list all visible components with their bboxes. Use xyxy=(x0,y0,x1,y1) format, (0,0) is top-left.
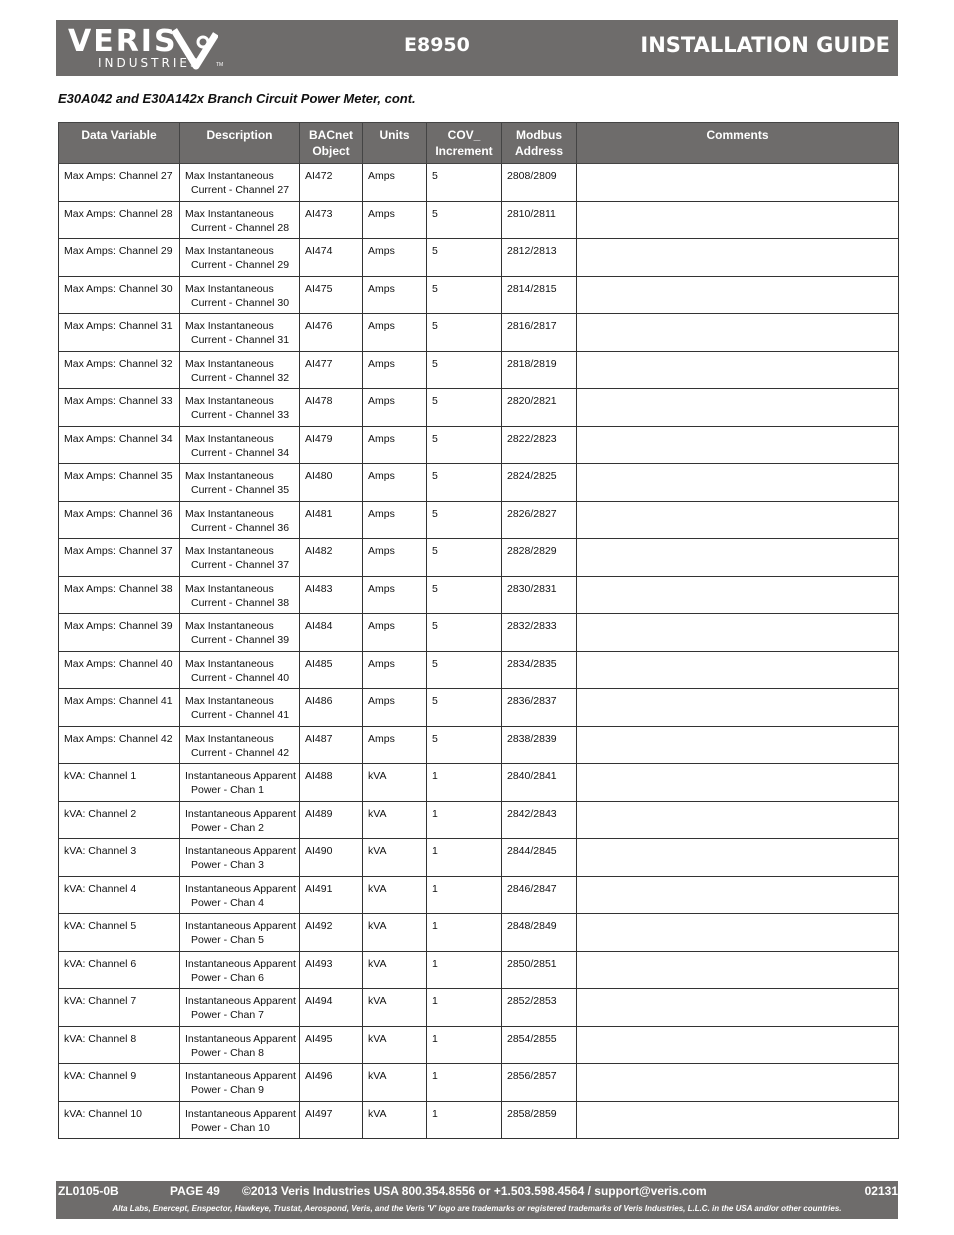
description-line-1: Max Instantaneous xyxy=(185,695,274,707)
cell-description xyxy=(180,989,300,1027)
cell-cov-increment: 5 xyxy=(427,464,502,502)
cell-data-variable: Max Amps: Channel 34 xyxy=(59,426,180,464)
cell-units: kVA xyxy=(363,1101,427,1139)
cell-comments xyxy=(577,839,899,877)
cell-comments xyxy=(577,614,899,652)
cell-description xyxy=(180,539,300,577)
description-line-2: Power - Chan 10 xyxy=(191,1121,270,1134)
cell-comments xyxy=(577,1101,899,1139)
cell-data-variable: Max Amps: Channel 27 xyxy=(59,164,180,202)
cell-data-variable: kVA: Channel 8 xyxy=(59,1026,180,1064)
cell-bacnet-object: AI482 xyxy=(300,539,363,577)
col-header-cov-increment: COV_ Increment xyxy=(427,123,502,164)
cell-comments xyxy=(577,1026,899,1064)
cell-description xyxy=(180,426,300,464)
description-line-1: Instantaneous Apparent xyxy=(185,957,296,970)
description-line-1: Instantaneous Apparent xyxy=(185,807,296,820)
cell-cov-increment: 1 xyxy=(427,914,502,952)
cell-comments xyxy=(577,351,899,389)
cell-description xyxy=(180,876,300,914)
description-line-2: Current - Channel 30 xyxy=(191,296,290,309)
description-line-1: Max Instantaneous xyxy=(185,732,274,745)
cell-cov-increment: 1 xyxy=(427,1064,502,1102)
description-line-1: Instantaneous Apparent xyxy=(185,1107,296,1120)
description-line-2: Power - Chan 6 xyxy=(191,971,264,984)
cell-description xyxy=(180,726,300,764)
description-line-2: Power - Chan 1 xyxy=(191,784,264,796)
description-line-1: Max Instantaneous xyxy=(185,245,274,257)
cell-comments xyxy=(577,989,899,1027)
cell-bacnet-object: AI489 xyxy=(300,801,363,839)
cell-cov-increment: 1 xyxy=(427,839,502,877)
cell-bacnet-object: AI480 xyxy=(300,464,363,502)
cell-cov-increment: 5 xyxy=(427,201,502,239)
cell-units: kVA xyxy=(363,989,427,1027)
table-row xyxy=(59,1026,899,1064)
cell-comments xyxy=(577,201,899,239)
cell-data-variable: Max Amps: Channel 33 xyxy=(59,389,180,427)
description-line-2: Current - Channel 32 xyxy=(191,371,290,384)
cell-bacnet-object: AI491 xyxy=(300,876,363,914)
cell-modbus-address: 2838/2839 xyxy=(502,726,577,764)
cell-data-variable: Max Amps: Channel 38 xyxy=(59,576,180,614)
cell-comments xyxy=(577,951,899,989)
description-line-1: Instantaneous Apparent xyxy=(185,920,296,932)
cell-modbus-address: 2834/2835 xyxy=(502,651,577,689)
description-line-1: Max Instantaneous xyxy=(185,507,274,520)
table-row xyxy=(59,839,899,877)
table-row xyxy=(59,1101,899,1139)
cell-data-variable: Max Amps: Channel 40 xyxy=(59,651,180,689)
cell-description xyxy=(180,351,300,389)
header-bar xyxy=(56,20,898,76)
cell-description xyxy=(180,1026,300,1064)
description-line-1: Max Instantaneous xyxy=(185,207,274,220)
cell-cov-increment: 5 xyxy=(427,426,502,464)
cell-comments xyxy=(577,501,899,539)
table-row xyxy=(59,276,899,314)
cell-units: kVA xyxy=(363,1026,427,1064)
cell-data-variable: Max Amps: Channel 41 xyxy=(59,689,180,727)
table-row xyxy=(59,989,899,1027)
cell-description xyxy=(180,764,300,802)
description-line-1: Max Instantaneous xyxy=(185,470,274,482)
data-table xyxy=(58,122,899,1139)
table-row xyxy=(59,164,899,202)
model-number: E8950 xyxy=(404,34,470,56)
description-line-2: Current - Channel 27 xyxy=(191,184,290,196)
cell-units: Amps xyxy=(363,651,427,689)
cell-cov-increment: 1 xyxy=(427,989,502,1027)
cell-units: Amps xyxy=(363,464,427,502)
cell-comments xyxy=(577,876,899,914)
cell-description xyxy=(180,276,300,314)
cell-bacnet-object: AI486 xyxy=(300,689,363,727)
cell-modbus-address: 2812/2813 xyxy=(502,239,577,277)
cell-bacnet-object: AI478 xyxy=(300,389,363,427)
cell-bacnet-object: AI490 xyxy=(300,839,363,877)
description-line-2: Current - Channel 42 xyxy=(191,746,290,759)
cell-bacnet-object: AI479 xyxy=(300,426,363,464)
description-line-2: Current - Channel 36 xyxy=(191,521,290,534)
veris-logo xyxy=(56,20,232,76)
cell-bacnet-object: AI492 xyxy=(300,914,363,952)
cell-cov-increment: 1 xyxy=(427,876,502,914)
cell-modbus-address: 2832/2833 xyxy=(502,614,577,652)
cell-comments xyxy=(577,314,899,352)
table-body xyxy=(59,164,899,1139)
cell-modbus-address: 2810/2811 xyxy=(502,201,577,239)
cell-bacnet-object: AI497 xyxy=(300,1101,363,1139)
col-header-comments: Comments xyxy=(577,123,899,164)
cell-bacnet-object: AI475 xyxy=(300,276,363,314)
description-line-2: Power - Chan 3 xyxy=(191,859,264,871)
cell-bacnet-object: AI484 xyxy=(300,614,363,652)
footer-date-code: 02131 xyxy=(864,1184,898,1198)
footer-doc-number: ZL0105-0B xyxy=(58,1184,119,1198)
cell-comments xyxy=(577,764,899,802)
table-row xyxy=(59,614,899,652)
description-line-2: Current - Channel 33 xyxy=(191,409,290,421)
cell-bacnet-object: AI483 xyxy=(300,576,363,614)
footer-bar xyxy=(56,1181,898,1219)
cell-data-variable: kVA: Channel 4 xyxy=(59,876,180,914)
description-line-1: Instantaneous Apparent xyxy=(185,1032,296,1045)
logo-word: VERIS xyxy=(68,24,178,59)
cell-bacnet-object: AI496 xyxy=(300,1064,363,1102)
section-subtitle: E30A042 and E30A142x Branch Circuit Power Meter, cont. xyxy=(58,91,416,106)
table-row xyxy=(59,351,899,389)
table-row xyxy=(59,801,899,839)
cell-cov-increment: 5 xyxy=(427,276,502,314)
description-line-2: Current - Channel 38 xyxy=(191,596,290,609)
cell-data-variable: kVA: Channel 5 xyxy=(59,914,180,952)
description-line-1: Max Instantaneous xyxy=(185,582,274,595)
cell-data-variable: kVA: Channel 7 xyxy=(59,989,180,1027)
cell-bacnet-object: AI481 xyxy=(300,501,363,539)
cell-bacnet-object: AI473 xyxy=(300,201,363,239)
cell-cov-increment: 5 xyxy=(427,164,502,202)
cell-modbus-address: 2850/2851 xyxy=(502,951,577,989)
cell-comments xyxy=(577,464,899,502)
table-row xyxy=(59,539,899,577)
table-row xyxy=(59,726,899,764)
col-header-modbus-address: Modbus Address xyxy=(502,123,577,164)
cell-data-variable: Max Amps: Channel 39 xyxy=(59,614,180,652)
cell-units: Amps xyxy=(363,351,427,389)
description-line-1: Instantaneous Apparent xyxy=(185,845,296,857)
table-row xyxy=(59,201,899,239)
cell-bacnet-object: AI474 xyxy=(300,239,363,277)
description-line-1: Max Instantaneous xyxy=(185,657,274,670)
cell-data-variable: kVA: Channel 3 xyxy=(59,839,180,877)
cell-data-variable: Max Amps: Channel 37 xyxy=(59,539,180,577)
cell-units: kVA xyxy=(363,876,427,914)
cell-description xyxy=(180,689,300,727)
cell-bacnet-object: AI488 xyxy=(300,764,363,802)
cell-description xyxy=(180,1101,300,1139)
description-line-2: Power - Chan 7 xyxy=(191,1009,264,1021)
cell-comments xyxy=(577,539,899,577)
table-row xyxy=(59,951,899,989)
cell-cov-increment: 5 xyxy=(427,351,502,389)
cell-units: Amps xyxy=(363,314,427,352)
cell-modbus-address: 2842/2843 xyxy=(502,801,577,839)
table-row xyxy=(59,576,899,614)
description-line-1: Instantaneous Apparent xyxy=(185,882,296,895)
description-line-1: Max Instantaneous xyxy=(185,357,274,370)
description-line-2: Current - Channel 28 xyxy=(191,221,290,234)
cell-cov-increment: 1 xyxy=(427,764,502,802)
cell-description xyxy=(180,614,300,652)
cell-modbus-address: 2854/2855 xyxy=(502,1026,577,1064)
footer-copyright: ©2013 Veris Industries USA 800.354.8556 or +1.503.598.4564 / support@veris.com xyxy=(242,1184,707,1198)
cell-bacnet-object: AI472 xyxy=(300,164,363,202)
cell-description xyxy=(180,951,300,989)
cell-description xyxy=(180,314,300,352)
cell-units: Amps xyxy=(363,539,427,577)
cell-data-variable: Max Amps: Channel 42 xyxy=(59,726,180,764)
description-line-2: Current - Channel 37 xyxy=(191,559,290,571)
cell-comments xyxy=(577,576,899,614)
cell-comments xyxy=(577,1064,899,1102)
description-line-1: Max Instantaneous xyxy=(185,320,274,332)
cell-description xyxy=(180,201,300,239)
cell-units: Amps xyxy=(363,501,427,539)
cell-comments xyxy=(577,726,899,764)
cell-data-variable: kVA: Channel 2 xyxy=(59,801,180,839)
veris-v-logo-icon xyxy=(172,26,218,70)
col-header-bacnet-object: BACnet Object xyxy=(300,123,363,164)
cell-comments xyxy=(577,801,899,839)
cell-modbus-address: 2836/2837 xyxy=(502,689,577,727)
cell-units: kVA xyxy=(363,1064,427,1102)
table-row xyxy=(59,501,899,539)
cell-comments xyxy=(577,651,899,689)
table-row xyxy=(59,314,899,352)
cell-description xyxy=(180,801,300,839)
table-header-row xyxy=(59,123,899,164)
table-row xyxy=(59,426,899,464)
description-line-1: Max Instantaneous xyxy=(185,432,274,445)
description-line-2: Power - Chan 9 xyxy=(191,1084,264,1096)
cell-cov-increment: 5 xyxy=(427,576,502,614)
cell-units: Amps xyxy=(363,614,427,652)
cell-modbus-address: 2846/2847 xyxy=(502,876,577,914)
cell-modbus-address: 2820/2821 xyxy=(502,389,577,427)
cell-modbus-address: 2822/2823 xyxy=(502,426,577,464)
cell-data-variable: kVA: Channel 9 xyxy=(59,1064,180,1102)
table-row xyxy=(59,389,899,427)
cell-modbus-address: 2840/2841 xyxy=(502,764,577,802)
cell-comments xyxy=(577,389,899,427)
cell-bacnet-object: AI487 xyxy=(300,726,363,764)
cell-modbus-address: 2816/2817 xyxy=(502,314,577,352)
cell-description xyxy=(180,1064,300,1102)
cell-cov-increment: 5 xyxy=(427,239,502,277)
cell-units: Amps xyxy=(363,576,427,614)
cell-data-variable: Max Amps: Channel 28 xyxy=(59,201,180,239)
cell-cov-increment: 5 xyxy=(427,539,502,577)
col-header-data-variable: Data Variable xyxy=(59,123,180,164)
table-row xyxy=(59,764,899,802)
cell-data-variable: Max Amps: Channel 30 xyxy=(59,276,180,314)
cell-cov-increment: 1 xyxy=(427,801,502,839)
table-row xyxy=(59,651,899,689)
col-header-description: Description xyxy=(180,123,300,164)
description-line-2: Power - Chan 5 xyxy=(191,934,264,946)
table-row xyxy=(59,914,899,952)
cell-units: Amps xyxy=(363,164,427,202)
description-line-1: Max Instantaneous xyxy=(185,395,274,407)
description-line-2: Power - Chan 4 xyxy=(191,896,264,909)
description-line-2: Current - Channel 31 xyxy=(191,334,290,346)
cell-data-variable: kVA: Channel 10 xyxy=(59,1101,180,1139)
cell-cov-increment: 1 xyxy=(427,1101,502,1139)
cell-description xyxy=(180,389,300,427)
cell-comments xyxy=(577,164,899,202)
cell-bacnet-object: AI494 xyxy=(300,989,363,1027)
cell-modbus-address: 2858/2859 xyxy=(502,1101,577,1139)
cell-bacnet-object: AI477 xyxy=(300,351,363,389)
table-row xyxy=(59,464,899,502)
cell-modbus-address: 2824/2825 xyxy=(502,464,577,502)
cell-description xyxy=(180,914,300,952)
cell-modbus-address: 2814/2815 xyxy=(502,276,577,314)
cell-units: kVA xyxy=(363,801,427,839)
cell-units: Amps xyxy=(363,389,427,427)
description-line-1: Max Instantaneous xyxy=(185,170,274,182)
cell-cov-increment: 5 xyxy=(427,651,502,689)
description-line-2: Current - Channel 34 xyxy=(191,446,290,459)
logo-trademark: TM xyxy=(216,62,224,68)
cell-cov-increment: 5 xyxy=(427,389,502,427)
cell-description xyxy=(180,839,300,877)
cell-description xyxy=(180,164,300,202)
cell-description xyxy=(180,576,300,614)
cell-comments xyxy=(577,914,899,952)
description-line-1: Instantaneous Apparent xyxy=(185,995,296,1007)
cell-comments xyxy=(577,426,899,464)
description-line-2: Current - Channel 40 xyxy=(191,671,290,684)
cell-units: kVA xyxy=(363,764,427,802)
cell-units: Amps xyxy=(363,276,427,314)
cell-data-variable: kVA: Channel 1 xyxy=(59,764,180,802)
cell-data-variable: Max Amps: Channel 31 xyxy=(59,314,180,352)
cell-cov-increment: 5 xyxy=(427,689,502,727)
cell-units: kVA xyxy=(363,914,427,952)
footer-trademark: Alta Labs, Enercept, Enspector, Hawkeye, Trustat, Aerospond, Veris, and the Veris 'V' logo are trademarks or registered trademarks of Veris Industries, L.L.C. in the USA and/or other countries. xyxy=(112,1204,842,1213)
cell-cov-increment: 1 xyxy=(427,1026,502,1064)
description-line-1: Max Instantaneous xyxy=(185,282,274,295)
cell-description xyxy=(180,501,300,539)
cell-modbus-address: 2856/2857 xyxy=(502,1064,577,1102)
cell-bacnet-object: AI476 xyxy=(300,314,363,352)
cell-cov-increment: 5 xyxy=(427,314,502,352)
cell-cov-increment: 5 xyxy=(427,614,502,652)
cell-description xyxy=(180,464,300,502)
cell-bacnet-object: AI493 xyxy=(300,951,363,989)
cell-cov-increment: 1 xyxy=(427,951,502,989)
cell-modbus-address: 2830/2831 xyxy=(502,576,577,614)
cell-cov-increment: 5 xyxy=(427,726,502,764)
cell-modbus-address: 2828/2829 xyxy=(502,539,577,577)
cell-bacnet-object: AI495 xyxy=(300,1026,363,1064)
cell-units: Amps xyxy=(363,239,427,277)
cell-units: Amps xyxy=(363,426,427,464)
description-line-2: Current - Channel 41 xyxy=(191,709,290,721)
cell-modbus-address: 2844/2845 xyxy=(502,839,577,877)
cell-data-variable: Max Amps: Channel 36 xyxy=(59,501,180,539)
description-line-2: Current - Channel 39 xyxy=(191,634,290,646)
cell-modbus-address: 2818/2819 xyxy=(502,351,577,389)
cell-bacnet-object: AI485 xyxy=(300,651,363,689)
logo-subtitle: INDUSTRIES xyxy=(98,56,201,70)
cell-comments xyxy=(577,239,899,277)
table-row xyxy=(59,239,899,277)
description-line-2: Current - Channel 35 xyxy=(191,484,290,496)
cell-data-variable: kVA: Channel 6 xyxy=(59,951,180,989)
table-row xyxy=(59,1064,899,1102)
cell-units: Amps xyxy=(363,689,427,727)
cell-modbus-address: 2852/2853 xyxy=(502,989,577,1027)
table-row xyxy=(59,876,899,914)
cell-description xyxy=(180,651,300,689)
cell-data-variable: Max Amps: Channel 29 xyxy=(59,239,180,277)
cell-units: kVA xyxy=(363,951,427,989)
cell-modbus-address: 2808/2809 xyxy=(502,164,577,202)
cell-units: Amps xyxy=(363,726,427,764)
description-line-1: Instantaneous Apparent xyxy=(185,1070,296,1082)
cell-data-variable: Max Amps: Channel 35 xyxy=(59,464,180,502)
description-line-1: Max Instantaneous xyxy=(185,620,274,632)
cell-description xyxy=(180,239,300,277)
cell-cov-increment: 5 xyxy=(427,501,502,539)
cell-modbus-address: 2826/2827 xyxy=(502,501,577,539)
table-row xyxy=(59,689,899,727)
cell-modbus-address: 2848/2849 xyxy=(502,914,577,952)
cell-units: Amps xyxy=(363,201,427,239)
description-line-2: Current - Channel 29 xyxy=(191,259,290,271)
description-line-1: Max Instantaneous xyxy=(185,545,274,557)
cell-comments xyxy=(577,689,899,727)
cell-units: kVA xyxy=(363,839,427,877)
description-line-2: Power - Chan 2 xyxy=(191,821,264,834)
cell-data-variable: Max Amps: Channel 32 xyxy=(59,351,180,389)
description-line-2: Power - Chan 8 xyxy=(191,1046,264,1059)
col-header-units: Units xyxy=(363,123,427,164)
footer-page-number: PAGE 49 xyxy=(170,1184,220,1198)
cell-comments xyxy=(577,276,899,314)
guide-title: INSTALLATION GUIDE xyxy=(640,33,890,57)
description-line-1: Instantaneous Apparent xyxy=(185,770,296,782)
